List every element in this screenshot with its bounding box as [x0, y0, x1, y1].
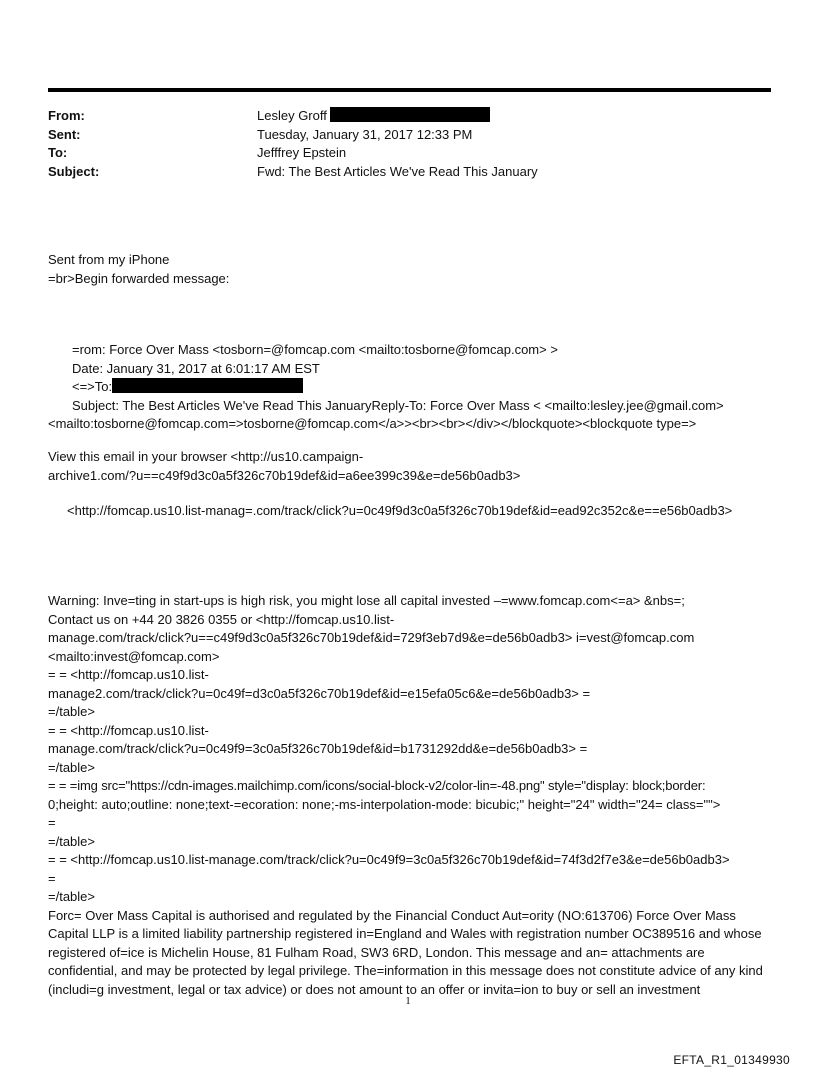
to-row	[48, 144, 538, 163]
document-id: EFTA_R1_01349930	[673, 1053, 790, 1067]
header-rule	[48, 88, 771, 92]
footer-line: = = <http://fomcap.us10.list-	[48, 722, 209, 738]
footer-line: Contact us on +44 20 3826 0355 or <http://fomcap.us10.list-	[48, 611, 395, 627]
fwd-date-line: Date: January 31, 2017 at 6:01:17 AM EST	[72, 360, 320, 376]
intro-line: =br>Begin forwarded message:	[48, 270, 230, 286]
subject-row	[48, 163, 538, 182]
footer-block	[48, 592, 770, 999]
fwd-to-label: <=>To:	[72, 379, 113, 394]
footer-line: =	[48, 870, 56, 886]
footer-line: =/table>	[48, 889, 95, 904]
email-header	[48, 107, 538, 181]
sent-row	[48, 126, 538, 145]
subject-label: Subject:	[48, 163, 100, 179]
from-row	[48, 107, 538, 126]
from-name: Lesley Groff	[257, 108, 327, 123]
footer-line: 0;height: auto;outline: none;text-=ecoration: none;-ms-interpolation-mode: bicubic;" height="24" width="24= class="">	[48, 796, 721, 812]
forwarded-header	[48, 341, 770, 434]
redaction-block	[112, 378, 303, 393]
intro-block	[48, 251, 770, 288]
fwd-from-line: =rom: Force Over Mass <tosborn=@fomcap.com <mailto:tosborne@fomcap.com> >	[72, 342, 558, 357]
footer-line: manage.com/track/click?u==c49f9d3c0a5f326c70b19def&id=729f3eb7d9&e=de56b0adb3> i=vest@fomcap.com	[48, 630, 695, 645]
fwd-to-line	[48, 378, 770, 397]
disclaimer-paragraph: Forc= Over Mass Capital is authorised and regulated by the Financial Conduct Aut=ority (NO:613706) Force Over Mass Capital LLP is a limited liability partnership registered in=England and Wales with registration number OC389516 and whose registered of=ice is Michelin House, 81 Fulham Road, SW3 6RD, London. This message and an= attachments are confidential, and may be protected by legal privilege. The=information in this message does not constitute advice of any kind (includi=g investment, legal or tax advice) or does not amount to an offer or invita=ion to buy or sell an investment	[48, 907, 763, 997]
footer-line: Warning: Inve=ting in start-ups is high risk, you might lose all capital invested –=www.fomcap.com<=a> &nbs=;	[48, 593, 685, 608]
fwd-subject-line: Subject: The Best Articles We've Read This JanuaryReply-To: Force Over Mass < <mailto:lesley.jee@gmail.com>	[72, 397, 724, 413]
subject-value: Fwd: The Best Articles We've Read This January	[257, 163, 538, 179]
from-value	[257, 107, 490, 126]
view-line: archive1.com/?u==c49f9d3c0a5f326c70b19def&id=a6ee399c39&e=de56b0adb3>	[48, 467, 521, 483]
footer-line: manage.com/track/click?u=0c49f9=3c0a5f326c70b19def&id=b1731292dd&e=de56b0adb3> =	[48, 741, 588, 756]
sent-label: Sent:	[48, 126, 81, 142]
view-line: View this email in your browser <http://us10.campaign-	[48, 449, 364, 464]
redaction-block	[330, 107, 490, 122]
footer-line: <mailto:invest@fomcap.com>	[48, 648, 220, 664]
to-label: To:	[48, 145, 68, 160]
footer-line: =/table>	[48, 833, 95, 849]
footer-line: =	[48, 815, 56, 830]
footer-line: = = <http://fomcap.us10.list-	[48, 667, 209, 682]
footer-line: = = <http://fomcap.us10.list-manage.com/track/click?u=0c49f9=3c0a5f326c70b19def&id=74f3d2f7e3&e=de56b0adb3>	[48, 852, 730, 867]
view-in-browser-block	[48, 448, 770, 485]
footer-line: =/table>	[48, 704, 95, 719]
footer-line: =/table>	[48, 759, 95, 775]
sent-value: Tuesday, January 31, 2017 12:33 PM	[257, 126, 473, 142]
footer-line: manage2.com/track/click?u=0c49f=d3c0a5f326c70b19def&id=e15efa05c6&e=de56b0adb3> =	[48, 685, 591, 701]
page-number: 1	[405, 995, 411, 1007]
to-value: Jefffrey Epstein	[257, 145, 347, 160]
intro-line: Sent from my iPhone	[48, 252, 170, 267]
footer-line: = = =img src="https://cdn-images.mailchimp.com/icons/social-block-v2/color-lin=-48.png" style="display: block;border:	[48, 778, 706, 793]
track-link-line: <http://fomcap.us10.list-manag=.com/track/click?u=0c49f9d3c0a5f326c70b19def&id=ead92c352c&e==e56b0adb3>	[67, 503, 733, 518]
from-label: From:	[48, 108, 85, 123]
track-link-block	[48, 502, 770, 521]
fwd-mailto-line: <mailto:tosborne@fomcap.com=>tosborne@fomcap.com</a>><br><br></div></blockquote><blockquote type=>	[48, 416, 697, 431]
